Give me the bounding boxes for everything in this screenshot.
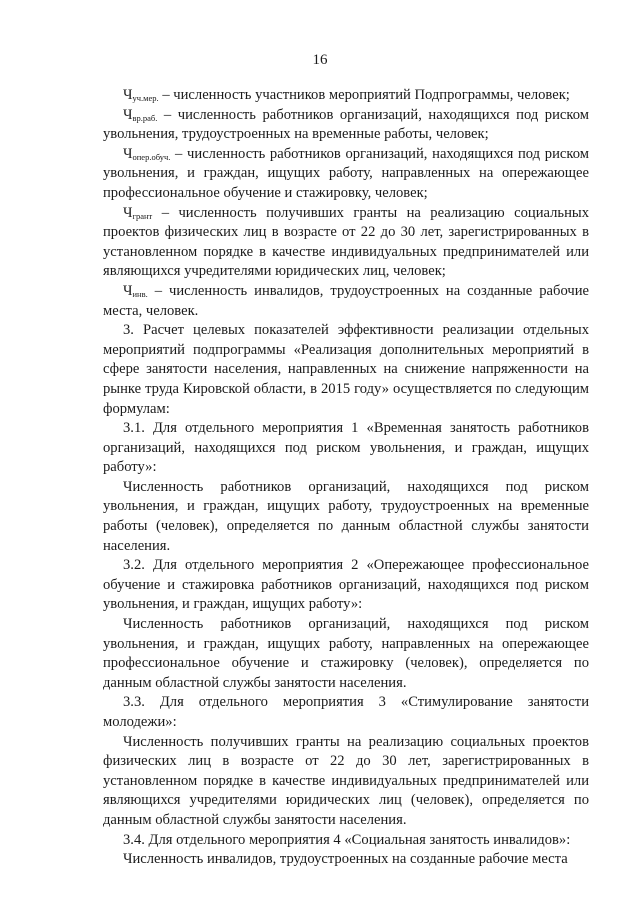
section-3-1-text: Численность работников организаций, находящихся под риском увольнения, и граждан, ищущих работу, трудоустроенных на временные работы (человек), определяется по данным областной службы занятости населения. (103, 478, 589, 554)
definition-text: – численность участников мероприятий Подпрограммы, человек; (158, 87, 570, 103)
definition-text: – численность получивших гранты на реализацию социальных проектов физических лиц в возрасте от 22 до 30 лет, зарегистрированных в установленном порядке в качестве индивидуальных предпринимателей или являющихся учредителями юридических лиц, человек; (103, 204, 589, 280)
section-3-3-heading: 3.3. Для отдельного мероприятия 3 «Стимулирование занятости молодежи»: (103, 694, 589, 730)
symbol: Ч (123, 145, 133, 162)
section-3-2-heading: 3.2. Для отдельного мероприятия 2 «Опережающее профессиональное обучение и стажировка работников организаций, находящихся под риском увольнения, и граждан, ищущих работу»: (103, 557, 589, 613)
symbol-subscript: инв. (132, 288, 148, 299)
section-3-3-text: Численность получивших гранты на реализацию социальных проектов физических лиц в возрасте от 22 до 30 лет, зарегистрированных в установленном порядке в качестве индивидуальных предпринимателей или являющихся учредителями юридических лиц (человек), определяется по данным областной службы занятости населения. (103, 733, 589, 828)
symbol: Ч (123, 282, 133, 299)
definition-oper-obuch (103, 145, 589, 204)
section-3-intro: 3. Расчет целевых показателей эффективности реализации отдельных мероприятий подпрограммы «Реализация дополнительных мероприятий в сфере занятости населения, направленных на снижение напряженности на рынке труда Кировской области, в 2015 году» осуществляется по следующим формулам: (103, 322, 589, 417)
symbol: Ч (123, 87, 133, 103)
symbol-subscript: вр.раб. (132, 112, 158, 123)
definition-inv (103, 282, 589, 321)
definition-text: – численность инвалидов, трудоустроенных на созданные рабочие места, человек. (103, 282, 589, 319)
page-body (103, 86, 589, 870)
symbol: Ч (123, 106, 133, 123)
definition-text: – численность работников организаций, находящихся под риском увольнения, и граждан, ищущих работу, направленных на опережающее профессиональное обучение и стажировку, человек; (103, 145, 589, 201)
section-3-1-heading: 3.1. Для отдельного мероприятия 1 «Временная занятость работников организаций, находящихся под риском увольнения, и граждан, ищущих работу»: (103, 420, 589, 476)
section-3-4-heading: 3.4. Для отдельного мероприятия 4 «Социальная занятость инвалидов»: (123, 831, 571, 848)
definition-vr-rab (103, 106, 589, 145)
symbol-subscript: грант (132, 210, 153, 221)
definition-grant (103, 204, 589, 282)
page-number: 16 (312, 52, 328, 68)
section-3-4-text: Численность инвалидов, трудоустроенных на созданные рабочие места (123, 851, 568, 868)
definition-uch-mer (103, 86, 589, 106)
section-3-2-text: Численность работников организаций, находящихся под риском увольнения, и граждан, ищущих работу, направленных на опережающее профессиональное обучение и стажировку (человек), определяется по данным областной службы занятости населения. (103, 616, 589, 691)
symbol: Ч (123, 204, 133, 221)
symbol-subscript: уч.мер. (132, 93, 159, 103)
definition-text: – численность работников организаций, находящихся под риском увольнения, трудоустроенных на временные работы, человек; (103, 106, 589, 143)
symbol-subscript: опер.обуч. (132, 151, 171, 162)
